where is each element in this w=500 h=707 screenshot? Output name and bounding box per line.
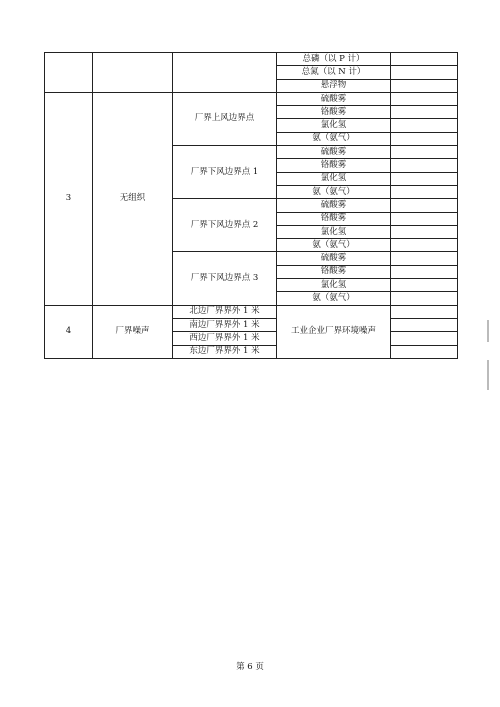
remark-cell: [391, 79, 458, 92]
remark-cell: [391, 345, 458, 358]
item-cell: 硫酸雾: [277, 199, 391, 212]
type-cell: 无组织: [93, 92, 173, 305]
item-cell: 硫酸雾: [277, 146, 391, 159]
remark-cell: [391, 199, 458, 212]
scan-edge-mark: [487, 320, 489, 342]
remark-cell: [391, 332, 458, 345]
table-row: [45, 53, 458, 66]
remark-cell: [391, 292, 458, 305]
table-row: [45, 92, 458, 105]
remark-cell: [391, 212, 458, 225]
remark-cell: [391, 146, 458, 159]
item-cell: 氨（氨气）: [277, 292, 391, 305]
point-cell: 南边厂界界外 1 米: [173, 318, 277, 331]
item-cell: 铬酸雾: [277, 212, 391, 225]
remark-cell: [391, 252, 458, 265]
item-cell: 氨（氨气）: [277, 132, 391, 145]
remark-cell: [391, 66, 458, 79]
item-cell: 硫酸雾: [277, 252, 391, 265]
point-cell: [173, 53, 277, 93]
item-cell: 总氮（以 N 计）: [277, 66, 391, 79]
remark-cell: [391, 225, 458, 238]
item-cell: 氯化氢: [277, 172, 391, 185]
item-cell: 氯化氢: [277, 119, 391, 132]
item-cell: 铬酸雾: [277, 159, 391, 172]
item-cell: 氨（氨气）: [277, 185, 391, 198]
type-cell: 厂界噪声: [93, 305, 173, 358]
item-cell: 氨（氨气）: [277, 239, 391, 252]
item-cell: 氯化氢: [277, 279, 391, 292]
point-cell: 厂界下风边界点 3: [173, 252, 277, 305]
point-cell: 东边厂界界外 1 米: [173, 345, 277, 358]
remark-cell: [391, 305, 458, 318]
scan-edge-mark: [487, 360, 489, 390]
remark-cell: [391, 318, 458, 331]
item-cell: 硫酸雾: [277, 92, 391, 105]
item-cell: 铬酸雾: [277, 106, 391, 119]
remark-cell: [391, 92, 458, 105]
remark-cell: [391, 159, 458, 172]
remark-cell: [391, 279, 458, 292]
table-row: [45, 305, 458, 318]
remark-cell: [391, 119, 458, 132]
remark-cell: [391, 132, 458, 145]
point-cell: 厂界下风边界点 2: [173, 199, 277, 252]
index-cell: [45, 53, 93, 93]
remark-cell: [391, 185, 458, 198]
monitoring-table: [44, 52, 458, 359]
type-cell: [93, 53, 173, 93]
point-cell: 北边厂界界外 1 米: [173, 305, 277, 318]
point-cell: 厂界上风边界点: [173, 92, 277, 145]
point-cell: 厂界下风边界点 1: [173, 146, 277, 199]
point-cell: 西边厂界界外 1 米: [173, 332, 277, 345]
item-cell: 总磷（以 P 计）: [277, 53, 391, 66]
item-cell: 氯化氢: [277, 225, 391, 238]
remark-cell: [391, 239, 458, 252]
index-cell: 3: [45, 92, 93, 305]
item-cell: 工业企业厂界环境噪声: [277, 305, 391, 358]
remark-cell: [391, 265, 458, 278]
remark-cell: [391, 172, 458, 185]
page-number: 第 6 页: [236, 662, 264, 672]
item-cell: 悬浮物: [277, 79, 391, 92]
remark-cell: [391, 106, 458, 119]
item-cell: 铬酸雾: [277, 265, 391, 278]
remark-cell: [391, 53, 458, 66]
index-cell: 4: [45, 305, 93, 358]
